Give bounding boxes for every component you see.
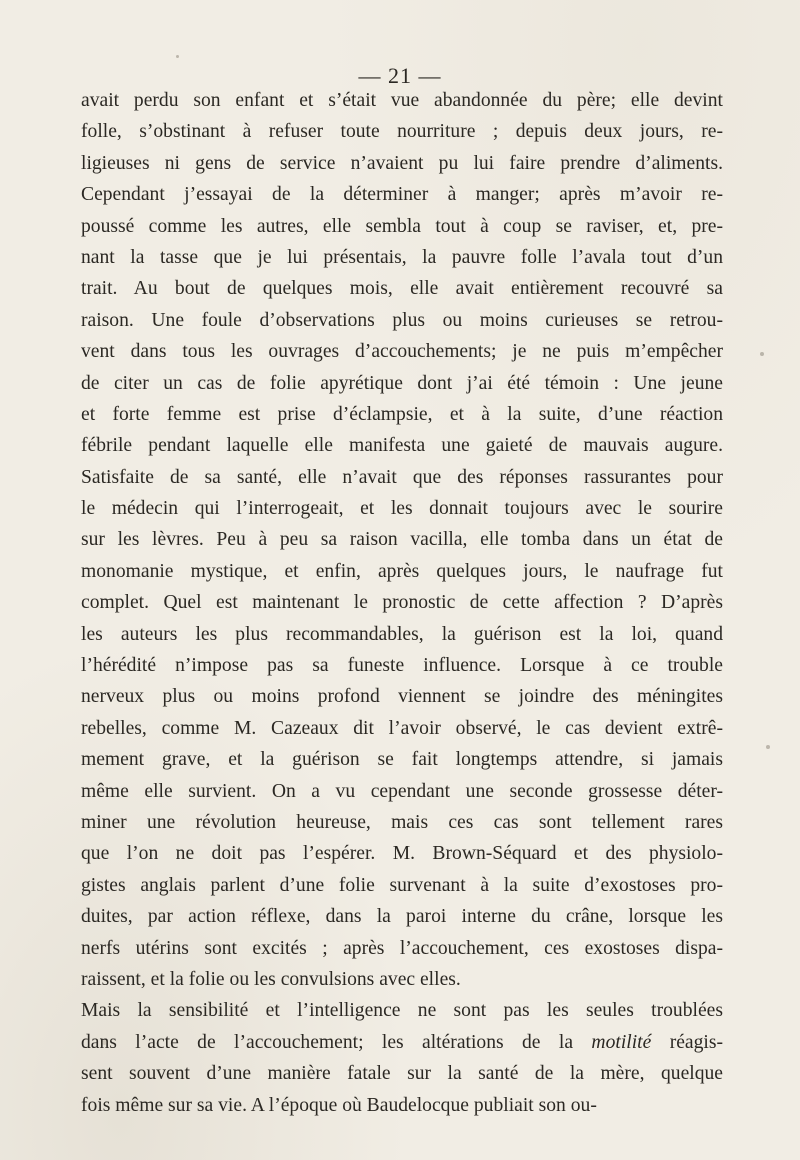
text-line: le médecin qui l’interrogeait, et les donnait toujours avec le sourire <box>81 498 723 520</box>
text-line: rebelles, comme M. Cazeaux dit l’avoir observé, le cas devient extrê- <box>81 717 723 739</box>
text-line: Cependant j’essayai de la déterminer à manger; après m’avoir re- <box>81 184 723 206</box>
text-line: gistes anglais parlent d’une folie survenant à la suite d’exostoses pro- <box>81 874 723 896</box>
paragraph-start-line: Mais la sensibilité et l’intelligence ne sont pas les seules troublées <box>81 1000 723 1022</box>
text-line: complet. Quel est maintenant le pronostic de cette affection ? D’après <box>81 592 723 614</box>
text-line: nerveux plus ou moins profond viennent se joindre des méningites <box>81 686 723 708</box>
text-line: même elle survient. On a vu cependant une seconde grossesse déter- <box>81 780 723 802</box>
text-line: nerfs utérins sont excités ; après l’accouchement, ces exostoses dispa- <box>81 937 723 959</box>
text-line: que l’on ne doit pas l’espérer. M. Brown-Séquard et des physiolo- <box>81 843 723 865</box>
text-line: trait. Au bout de quelques mois, elle avait entièrement recouvré sa <box>81 278 723 300</box>
paper-speck <box>760 352 764 356</box>
text-line: avait perdu son enfant et s’était vue abandonnée du père; elle devint <box>81 90 723 111</box>
text-line: raison. Une foule d’observations plus ou moins curieuses se retrou- <box>81 309 723 331</box>
text-line: les auteurs les plus recommandables, la guérison est la loi, quand <box>81 623 723 645</box>
text-line: miner une révolution heureuse, mais ces cas sont tellement rares <box>81 811 723 833</box>
text-line: fois même sur sa vie. A l’époque où Baudelocque publiait son ou- <box>81 1094 597 1116</box>
text-line: folle, s’obstinant à refuser toute nourriture ; depuis deux jours, re- <box>81 121 723 143</box>
text-line: ligieuses ni gens de service n’avaient pu lui faire prendre d’aliments. <box>81 152 723 174</box>
text-span: réagis- <box>669 1031 723 1053</box>
text-line: duites, par action réflexe, dans la paroi interne du crâne, lorsque les <box>81 906 723 928</box>
italic-word: motilité <box>591 1031 652 1053</box>
text-line: nant la tasse que je lui présentais, la pauvre folle l’avala tout d’un <box>81 246 723 268</box>
page-number: — 21 — <box>358 63 442 88</box>
text-line: sent souvent d’une manière fatale sur la santé de la mère, quelque <box>81 1063 723 1085</box>
text-line: sur les lèvres. Peu à peu sa raison vacilla, elle tomba dans un état de <box>81 529 723 551</box>
paper-speck <box>102 1040 107 1045</box>
text-span: dans l’acte de l’accouchement; les altérations de la <box>81 1031 574 1053</box>
text-line: raissent, et la folie ou les convulsions avec elles. <box>81 968 461 990</box>
text-line: monomanie mystique, et enfin, après quelques jours, le naufrage fut <box>81 560 723 582</box>
text-line: fébrile pendant laquelle elle manifesta une gaieté de mauvais augure. <box>81 435 723 457</box>
paper-speck <box>176 55 179 58</box>
text-line: Satisfaite de sa santé, elle n’avait que des réponses rassurantes pour <box>81 466 723 488</box>
text-line: de citer un cas de folie apyrétique dont j’ai été témoin : Une jeune <box>81 372 723 394</box>
text-line: poussé comme les autres, elle sembla tout à coup se raviser, et, pre- <box>81 215 723 237</box>
body-text <box>81 85 723 1121</box>
text-line: vent dans tous les ouvrages d’accouchements; je ne puis m’empêcher <box>81 341 723 363</box>
text-line: mement grave, et la guérison se fait longtemps attendre, si jamais <box>81 749 723 771</box>
text-line: et forte femme est prise d’éclampsie, et à la suite, d’une réaction <box>81 403 723 425</box>
paper-speck <box>766 745 770 749</box>
text-line-with-italic <box>81 1027 723 1058</box>
text-line: l’hérédité n’impose pas sa funeste influence. Lorsque à ce trouble <box>81 655 723 677</box>
